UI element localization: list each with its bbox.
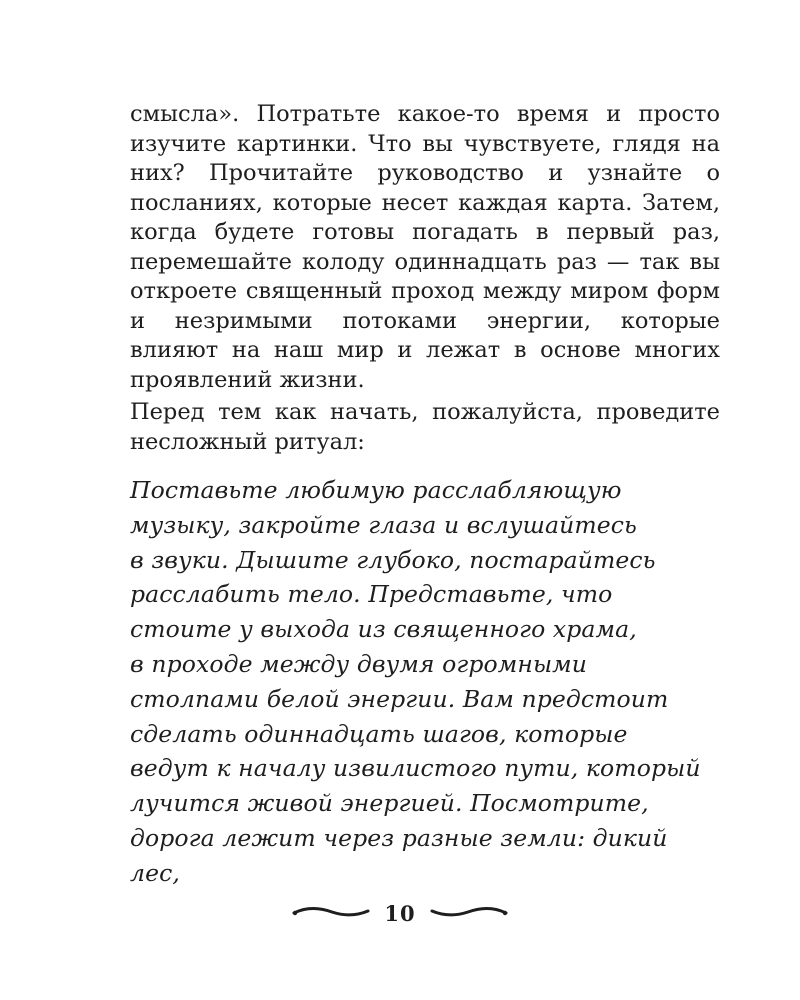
paragraph-ritual-intro: Перед тем как начать, пожалуйста, проведите несложный ритуал: (130, 399, 720, 455)
page-number: 10 (384, 900, 416, 926)
ritual-italic-text: Поставьте любимую расслабляющую музыку, закройте глаза и вслушайтесь в звуки. Дышите глубоко, постарайтесь расслабить тело. Представьте, что стоите у выхода из священного храма, в проходе между двумя огромными столпами белой энергии. Вам предстоит сделать одиннадцать шагов, которые ведут к началу извилистого пути, который лучится живой энергией. Посмотрите, дорога лежит через разные земли: дикий лес, (130, 476, 701, 887)
body-text (130, 100, 720, 891)
flourish-left-icon (292, 904, 370, 922)
paragraph-intro: смысла». Потратьте какое-то время и просто изучите картинки. Что вы чувствуете, глядя на них? Прочитайте руководство и узнайте о посланиях, которые несет каждая карта. Затем, когда будете готовы погадать в первый раз, перемешайте колоду одиннадцать раз — так вы откроете священный проход между миром форм и незримыми потоками энергии, которые влияют на наш мир и лежат в основе многих проявлений жизни. (130, 101, 720, 393)
flourish-right-icon (430, 904, 508, 922)
page-footer (0, 893, 800, 933)
